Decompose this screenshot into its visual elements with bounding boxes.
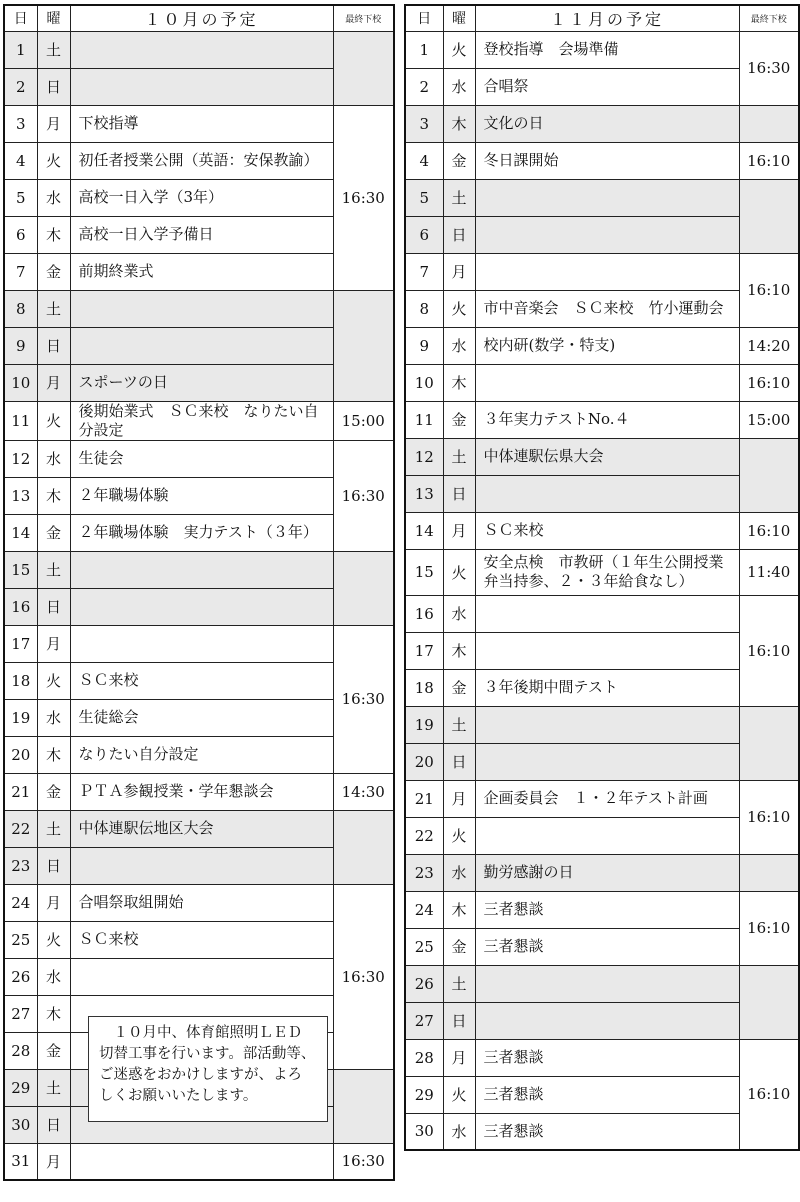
weekday-cell: 日 bbox=[37, 1106, 70, 1143]
weekday-cell: 金 bbox=[443, 669, 475, 706]
notice-line: ご迷惑をおかけしますが、よろ bbox=[99, 1067, 302, 1083]
event-cell bbox=[70, 588, 333, 625]
notice-box bbox=[88, 1016, 328, 1122]
schedule-row bbox=[4, 810, 394, 847]
weekday-cell: 日 bbox=[37, 847, 70, 884]
col-header-last-dismissal: 最終下校 bbox=[333, 5, 394, 31]
weekday-cell: 火 bbox=[443, 817, 475, 854]
weekday-cell: 木 bbox=[443, 891, 475, 928]
event-cell: 企画委員会 １・２年テスト計画 bbox=[475, 780, 739, 817]
weekday-cell: 水 bbox=[443, 327, 475, 364]
dismissal-time-cell: 15:00 bbox=[739, 401, 799, 438]
schedule-row bbox=[405, 105, 799, 142]
dismissal-time-cell: 16:10 bbox=[739, 595, 799, 706]
weekday-cell: 日 bbox=[443, 1002, 475, 1039]
day-cell: 28 bbox=[405, 1039, 443, 1076]
weekday-cell: 木 bbox=[443, 364, 475, 401]
event-cell: ３年後期中間テスト bbox=[475, 669, 739, 706]
event-cell: 勤労感謝の日 bbox=[475, 854, 739, 891]
event-cell: スポーツの日 bbox=[70, 364, 333, 401]
weekday-cell: 金 bbox=[37, 253, 70, 290]
weekday-cell: 金 bbox=[37, 773, 70, 810]
day-cell: 11 bbox=[4, 401, 37, 440]
day-cell: 12 bbox=[405, 438, 443, 475]
event-cell: 冬日課開始 bbox=[475, 142, 739, 179]
event-cell: ＳＣ来校 bbox=[475, 512, 739, 549]
weekday-cell: 水 bbox=[37, 440, 70, 477]
weekday-cell: 日 bbox=[443, 475, 475, 512]
day-cell: 29 bbox=[4, 1069, 37, 1106]
day-cell: 24 bbox=[4, 884, 37, 921]
event-cell bbox=[475, 817, 739, 854]
october-title: １０月の予定 bbox=[70, 5, 333, 31]
day-cell: 1 bbox=[405, 31, 443, 68]
weekday-cell: 土 bbox=[443, 965, 475, 1002]
weekday-cell: 火 bbox=[37, 401, 70, 440]
dismissal-time-cell: 16:30 bbox=[333, 1143, 394, 1180]
dismissal-time-cell: 16:30 bbox=[333, 884, 394, 1069]
weekday-cell: 火 bbox=[37, 662, 70, 699]
dismissal-time-cell bbox=[333, 31, 394, 105]
dismissal-time-cell bbox=[739, 854, 799, 891]
day-cell: 12 bbox=[4, 440, 37, 477]
day-cell: 3 bbox=[405, 105, 443, 142]
event-cell: 合唱祭 bbox=[475, 68, 739, 105]
weekday-cell: 土 bbox=[37, 31, 70, 68]
day-cell: 11 bbox=[405, 401, 443, 438]
day-cell: 22 bbox=[4, 810, 37, 847]
event-cell: 前期終業式 bbox=[70, 253, 333, 290]
event-cell bbox=[70, 68, 333, 105]
day-cell: 26 bbox=[405, 965, 443, 1002]
event-cell bbox=[475, 965, 739, 1002]
col-header-weekday: 曜 bbox=[37, 5, 70, 31]
weekday-cell: 月 bbox=[443, 512, 475, 549]
weekday-cell: 木 bbox=[37, 477, 70, 514]
weekday-cell: 金 bbox=[443, 928, 475, 965]
event-cell: 三者懇談 bbox=[475, 1039, 739, 1076]
event-cell: 生徒会 bbox=[70, 440, 333, 477]
november-title: １１月の予定 bbox=[475, 5, 739, 31]
day-cell: 31 bbox=[4, 1143, 37, 1180]
weekday-cell: 月 bbox=[37, 364, 70, 401]
event-cell: 初任者授業公開（英語：安保教諭） bbox=[70, 142, 333, 179]
schedule-row bbox=[4, 105, 394, 142]
col-header-last-dismissal: 最終下校 bbox=[739, 5, 799, 31]
event-cell: ＰＴＡ参観授業・学年懇談会 bbox=[70, 773, 333, 810]
weekday-cell: 月 bbox=[443, 253, 475, 290]
dismissal-time-cell: 16:10 bbox=[739, 891, 799, 965]
day-cell: 10 bbox=[405, 364, 443, 401]
event-cell: 三者懇談 bbox=[475, 1076, 739, 1113]
event-cell bbox=[70, 327, 333, 364]
schedule-row bbox=[405, 780, 799, 817]
weekday-cell: 金 bbox=[37, 1032, 70, 1069]
event-cell: 生徒総会 bbox=[70, 699, 333, 736]
event-cell bbox=[70, 290, 333, 327]
event-cell bbox=[475, 743, 739, 780]
weekday-cell: 木 bbox=[443, 632, 475, 669]
event-cell bbox=[475, 706, 739, 743]
schedule-row bbox=[4, 1143, 394, 1180]
dismissal-time-cell: 14:20 bbox=[739, 327, 799, 364]
event-cell bbox=[475, 179, 739, 216]
event-cell bbox=[70, 1143, 333, 1180]
event-cell: ＳＣ来校 bbox=[70, 662, 333, 699]
schedule-row bbox=[4, 884, 394, 921]
schedule-row bbox=[4, 290, 394, 327]
schedule-row bbox=[4, 551, 394, 588]
weekday-cell: 火 bbox=[443, 1076, 475, 1113]
dismissal-time-cell bbox=[739, 105, 799, 142]
weekday-cell: 金 bbox=[37, 514, 70, 551]
october-schedule-table bbox=[3, 4, 395, 1181]
notice-line: しくお願いいたします。 bbox=[99, 1088, 258, 1104]
event-cell: 後期始業式 ＳＣ来校 なりたい自分設定 bbox=[70, 401, 333, 440]
day-cell: 26 bbox=[4, 958, 37, 995]
weekday-cell: 火 bbox=[443, 290, 475, 327]
day-cell: 9 bbox=[4, 327, 37, 364]
weekday-cell: 木 bbox=[37, 736, 70, 773]
day-cell: 16 bbox=[4, 588, 37, 625]
november-schedule-table bbox=[404, 4, 800, 1151]
event-cell: 校内研(数学・特支) bbox=[475, 327, 739, 364]
day-cell: 30 bbox=[405, 1113, 443, 1150]
event-cell: 高校一日入学（3年） bbox=[70, 179, 333, 216]
notice-line: 切替工事を行います。部活動等、 bbox=[99, 1046, 316, 1062]
dismissal-time-cell bbox=[739, 706, 799, 780]
day-cell: 6 bbox=[405, 216, 443, 253]
dismissal-time-cell bbox=[333, 551, 394, 625]
dismissal-time-cell: 16:10 bbox=[739, 364, 799, 401]
notice-line: １０月中、体育館照明ＬＥＤ bbox=[99, 1025, 302, 1041]
day-cell: 16 bbox=[405, 595, 443, 632]
event-cell: 文化の日 bbox=[475, 105, 739, 142]
event-cell: 高校一日入学予備日 bbox=[70, 216, 333, 253]
weekday-cell: 火 bbox=[37, 142, 70, 179]
weekday-cell: 水 bbox=[443, 68, 475, 105]
weekday-cell: 水 bbox=[37, 958, 70, 995]
schedule-row bbox=[4, 440, 394, 477]
day-cell: 13 bbox=[4, 477, 37, 514]
day-cell: 5 bbox=[405, 179, 443, 216]
dismissal-time-cell: 16:10 bbox=[739, 142, 799, 179]
schedule-row bbox=[405, 595, 799, 632]
weekday-cell: 日 bbox=[443, 743, 475, 780]
weekday-cell: 金 bbox=[443, 142, 475, 179]
day-cell: 21 bbox=[405, 780, 443, 817]
day-cell: 19 bbox=[405, 706, 443, 743]
day-cell: 14 bbox=[4, 514, 37, 551]
schedule-row bbox=[405, 549, 799, 595]
day-cell: 9 bbox=[405, 327, 443, 364]
weekday-cell: 月 bbox=[37, 105, 70, 142]
event-cell: ２年職場体験 bbox=[70, 477, 333, 514]
dismissal-time-cell: 11:40 bbox=[739, 549, 799, 595]
event-cell: 中体連駅伝県大会 bbox=[475, 438, 739, 475]
dismissal-time-cell bbox=[739, 965, 799, 1039]
schedule-row bbox=[405, 706, 799, 743]
weekday-cell: 水 bbox=[443, 854, 475, 891]
day-cell: 17 bbox=[4, 625, 37, 662]
day-cell: 21 bbox=[4, 773, 37, 810]
event-cell: 登校指導 会場準備 bbox=[475, 31, 739, 68]
weekday-cell: 土 bbox=[37, 551, 70, 588]
weekday-cell: 月 bbox=[37, 884, 70, 921]
schedule-row bbox=[405, 179, 799, 216]
dismissal-time-cell: 16:30 bbox=[333, 440, 394, 551]
day-cell: 27 bbox=[4, 995, 37, 1032]
event-cell bbox=[475, 216, 739, 253]
weekday-cell: 月 bbox=[443, 780, 475, 817]
day-cell: 22 bbox=[405, 817, 443, 854]
weekday-cell: 月 bbox=[37, 1143, 70, 1180]
day-cell: 28 bbox=[4, 1032, 37, 1069]
weekday-cell: 土 bbox=[37, 290, 70, 327]
event-cell: 安全点検 市教研（１年生公開授業弁当持参、２・３年給食なし） bbox=[475, 549, 739, 595]
weekday-cell: 火 bbox=[443, 31, 475, 68]
event-cell: ３年実力テストNo.４ bbox=[475, 401, 739, 438]
day-cell: 8 bbox=[405, 290, 443, 327]
col-header-day: 日 bbox=[4, 5, 37, 31]
weekday-cell: 木 bbox=[37, 216, 70, 253]
event-cell: ２年職場体験 実力テスト（３年） bbox=[70, 514, 333, 551]
dismissal-time-cell bbox=[333, 810, 394, 884]
weekday-cell: 水 bbox=[443, 595, 475, 632]
schedule-row bbox=[4, 773, 394, 810]
weekday-cell: 木 bbox=[37, 995, 70, 1032]
schedule-row bbox=[405, 327, 799, 364]
schedule-row bbox=[4, 31, 394, 68]
day-cell: 29 bbox=[405, 1076, 443, 1113]
weekday-cell: 日 bbox=[443, 216, 475, 253]
day-cell: 8 bbox=[4, 290, 37, 327]
schedule-row bbox=[405, 142, 799, 179]
event-cell: 中体連駅伝地区大会 bbox=[70, 810, 333, 847]
schedule-row bbox=[405, 891, 799, 928]
day-cell: 27 bbox=[405, 1002, 443, 1039]
weekday-cell: 土 bbox=[37, 1069, 70, 1106]
weekday-cell: 金 bbox=[443, 401, 475, 438]
weekday-cell: 火 bbox=[443, 549, 475, 595]
day-cell: 6 bbox=[4, 216, 37, 253]
dismissal-time-cell: 16:30 bbox=[333, 625, 394, 773]
weekday-cell: 水 bbox=[37, 179, 70, 216]
day-cell: 3 bbox=[4, 105, 37, 142]
day-cell: 24 bbox=[405, 891, 443, 928]
schedule-row bbox=[4, 401, 394, 440]
day-cell: 17 bbox=[405, 632, 443, 669]
schedule-row bbox=[4, 625, 394, 662]
dismissal-time-cell: 16:10 bbox=[739, 780, 799, 854]
dismissal-time-cell: 16:10 bbox=[739, 1039, 799, 1150]
day-cell: 1 bbox=[4, 31, 37, 68]
weekday-cell: 月 bbox=[37, 625, 70, 662]
event-cell: 下校指導 bbox=[70, 105, 333, 142]
event-cell bbox=[475, 1002, 739, 1039]
weekday-cell: 日 bbox=[37, 327, 70, 364]
event-cell bbox=[70, 31, 333, 68]
weekday-cell: 水 bbox=[37, 699, 70, 736]
day-cell: 13 bbox=[405, 475, 443, 512]
day-cell: 10 bbox=[4, 364, 37, 401]
event-cell: なりたい自分設定 bbox=[70, 736, 333, 773]
weekday-cell: 日 bbox=[37, 588, 70, 625]
dismissal-time-cell bbox=[333, 290, 394, 401]
dismissal-time-cell bbox=[739, 179, 799, 253]
day-cell: 15 bbox=[405, 549, 443, 595]
day-cell: 20 bbox=[405, 743, 443, 780]
event-cell bbox=[475, 364, 739, 401]
event-cell bbox=[70, 847, 333, 884]
day-cell: 19 bbox=[4, 699, 37, 736]
schedule-row bbox=[405, 401, 799, 438]
day-cell: 14 bbox=[405, 512, 443, 549]
day-cell: 7 bbox=[405, 253, 443, 290]
event-cell bbox=[475, 632, 739, 669]
day-cell: 18 bbox=[405, 669, 443, 706]
weekday-cell: 土 bbox=[443, 706, 475, 743]
weekday-cell: 水 bbox=[443, 1113, 475, 1150]
dismissal-time-cell: 16:30 bbox=[333, 105, 394, 290]
day-cell: 23 bbox=[4, 847, 37, 884]
schedule-row bbox=[405, 438, 799, 475]
day-cell: 20 bbox=[4, 736, 37, 773]
weekday-cell: 火 bbox=[37, 921, 70, 958]
day-cell: 2 bbox=[4, 68, 37, 105]
event-cell: ＳＣ来校 bbox=[70, 921, 333, 958]
event-cell bbox=[475, 475, 739, 512]
schedule-row bbox=[405, 965, 799, 1002]
event-cell: 市中音楽会 ＳＣ来校 竹小運動会 bbox=[475, 290, 739, 327]
event-cell: 三者懇談 bbox=[475, 928, 739, 965]
event-cell bbox=[475, 253, 739, 290]
dismissal-time-cell bbox=[739, 438, 799, 512]
dismissal-time-cell bbox=[333, 1069, 394, 1143]
schedule-row bbox=[405, 253, 799, 290]
col-header-weekday: 曜 bbox=[443, 5, 475, 31]
day-cell: 2 bbox=[405, 68, 443, 105]
day-cell: 15 bbox=[4, 551, 37, 588]
day-cell: 30 bbox=[4, 1106, 37, 1143]
dismissal-time-cell: 16:30 bbox=[739, 31, 799, 105]
dismissal-time-cell: 14:30 bbox=[333, 773, 394, 810]
dismissal-time-cell: 15:00 bbox=[333, 401, 394, 440]
day-cell: 18 bbox=[4, 662, 37, 699]
schedule-row bbox=[405, 1039, 799, 1076]
event-cell: 三者懇談 bbox=[475, 1113, 739, 1150]
weekday-cell: 日 bbox=[37, 68, 70, 105]
day-cell: 25 bbox=[405, 928, 443, 965]
day-cell: 7 bbox=[4, 253, 37, 290]
event-cell bbox=[70, 625, 333, 662]
event-cell: 合唱祭取組開始 bbox=[70, 884, 333, 921]
day-cell: 23 bbox=[405, 854, 443, 891]
weekday-cell: 木 bbox=[443, 105, 475, 142]
col-header-day: 日 bbox=[405, 5, 443, 31]
weekday-cell: 土 bbox=[37, 810, 70, 847]
dismissal-time-cell: 16:10 bbox=[739, 253, 799, 327]
day-cell: 25 bbox=[4, 921, 37, 958]
day-cell: 5 bbox=[4, 179, 37, 216]
weekday-cell: 土 bbox=[443, 438, 475, 475]
event-cell bbox=[475, 595, 739, 632]
schedule-row bbox=[405, 364, 799, 401]
weekday-cell: 月 bbox=[443, 1039, 475, 1076]
event-cell bbox=[70, 958, 333, 995]
event-cell: 三者懇談 bbox=[475, 891, 739, 928]
weekday-cell: 土 bbox=[443, 179, 475, 216]
dismissal-time-cell: 16:10 bbox=[739, 512, 799, 549]
schedule-row bbox=[405, 31, 799, 68]
day-cell: 4 bbox=[4, 142, 37, 179]
event-cell bbox=[70, 551, 333, 588]
schedule-row bbox=[405, 854, 799, 891]
schedule-row bbox=[405, 512, 799, 549]
day-cell: 4 bbox=[405, 142, 443, 179]
